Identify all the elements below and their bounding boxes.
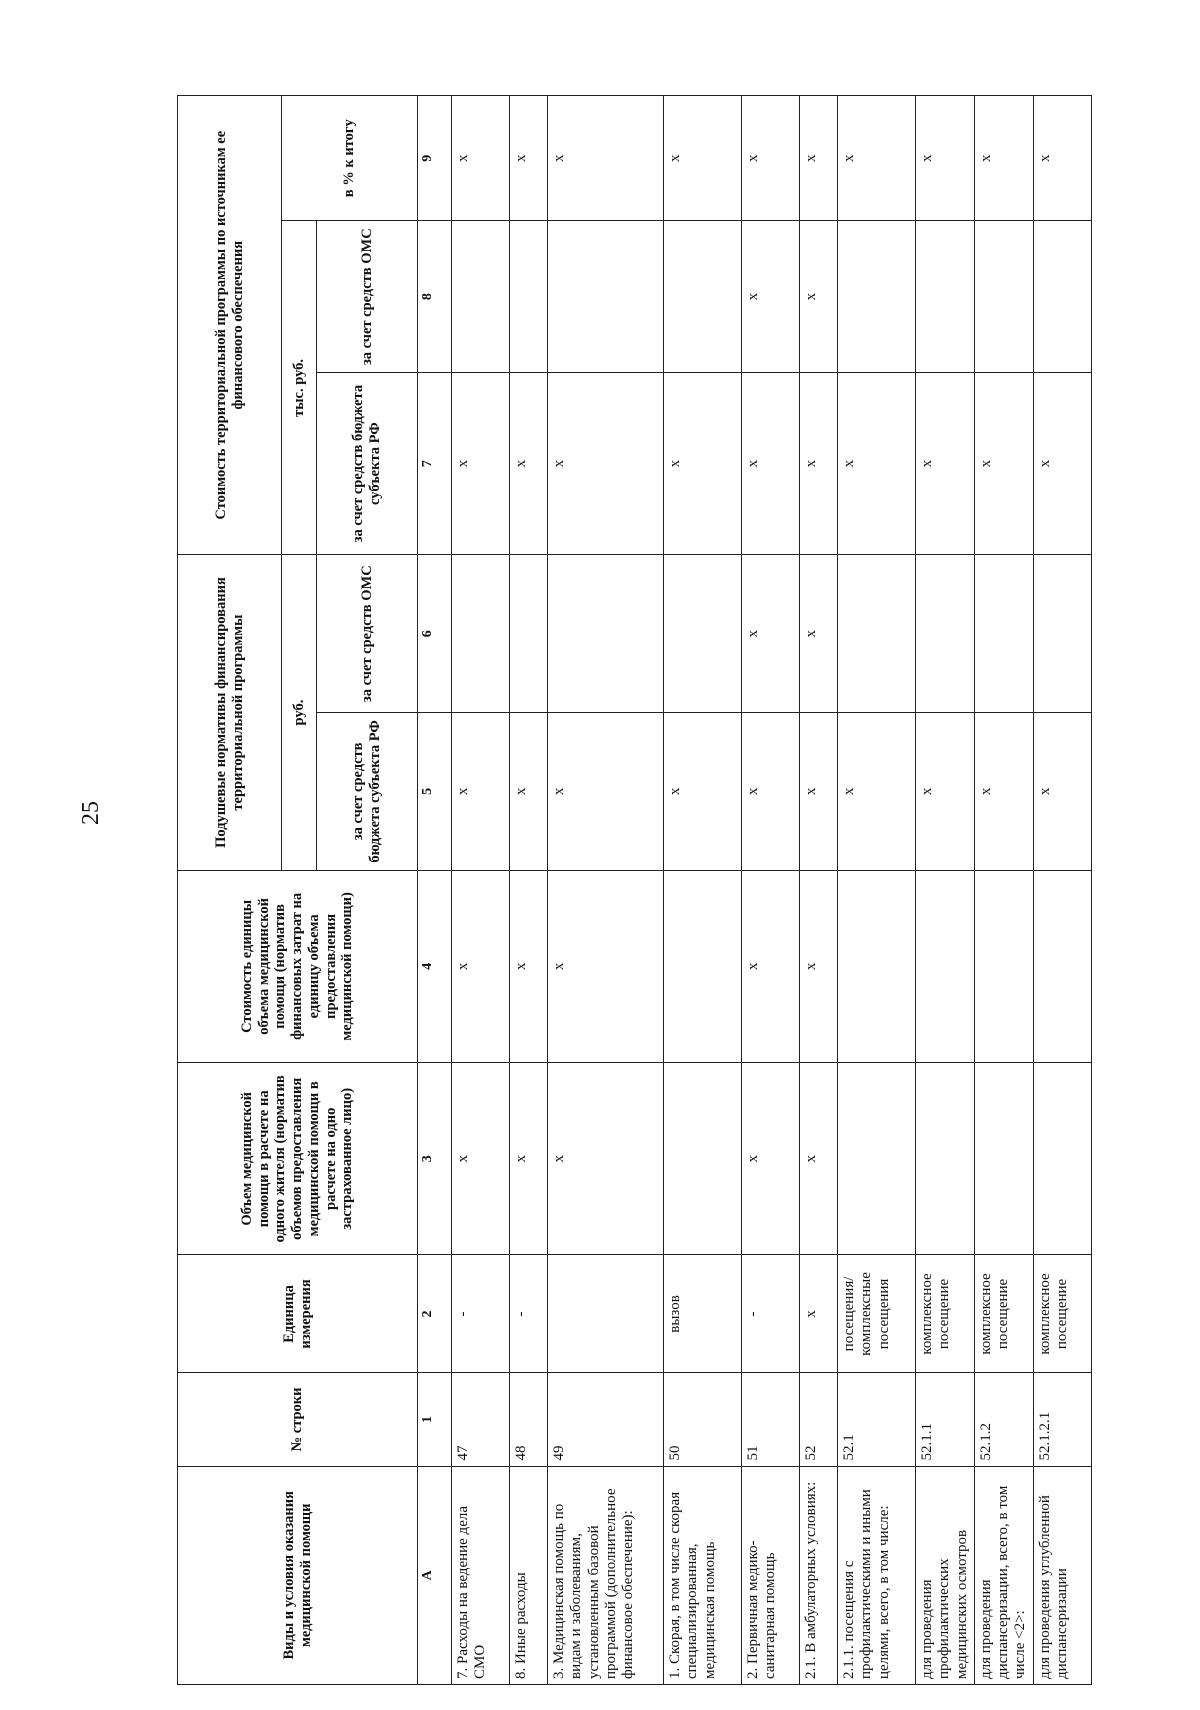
row-cost-budget: x [800, 372, 838, 554]
row-number: 52.1 [838, 1373, 916, 1466]
row-cost-oms [548, 221, 664, 372]
row-norm-budget: x [452, 713, 510, 871]
table-row [510, 96, 548, 1685]
index-cell: 9 [418, 96, 452, 221]
row-norm-oms [548, 555, 664, 713]
table-row [800, 96, 838, 1685]
row-percent: x [664, 96, 742, 221]
row-norm-oms [838, 555, 916, 713]
row-norm-budget: x [916, 713, 975, 871]
row-percent: x [800, 96, 838, 221]
header-program-cost: Стоимость территориальной программы по источникам ее финансового обеспечения [178, 96, 282, 555]
row-norm-budget: x [742, 713, 800, 871]
row-volume [974, 1063, 1033, 1255]
table-row [548, 96, 664, 1685]
header-per-capita-norms: Подушевые нормативы финансирования территориальной программы [178, 555, 282, 870]
row-percent: x [974, 96, 1033, 221]
row-unit-cost [974, 870, 1033, 1062]
row-percent: x [916, 96, 975, 221]
row-number: 52.1.2.1 [1033, 1373, 1091, 1466]
row-percent: x [838, 96, 916, 221]
row-cost-budget: x [916, 372, 975, 554]
row-cost-oms: x [800, 221, 838, 372]
index-cell: 7 [418, 372, 452, 554]
row-name: 2.1.1. посещения с профилактическими и иными целями, всего, в том числе: [838, 1466, 916, 1684]
row-name: 8. Иные расходы [510, 1466, 548, 1684]
row-name: 1. Скорая, в том числе скорая специализированная, медицинская помощь [664, 1466, 742, 1684]
row-unit-cost [916, 870, 975, 1062]
table-row [916, 96, 975, 1685]
index-cell: А [418, 1466, 452, 1684]
row-volume: x [452, 1063, 510, 1255]
row-unit: посещения/комплексные посещения [838, 1255, 916, 1373]
table-row [1033, 96, 1091, 1685]
row-unit-cost [838, 870, 916, 1062]
row-unit: - [510, 1255, 548, 1373]
row-norm-oms [916, 555, 975, 713]
row-cost-budget: x [664, 372, 742, 554]
row-norm-oms: x [742, 555, 800, 713]
row-cost-budget: x [742, 372, 800, 554]
row-name: 2.1. В амбулаторных условиях: [800, 1466, 838, 1684]
table-row [742, 96, 800, 1685]
header-unit-cost: Стоимость единицы объема медицинской помощи (норматив финансовых затрат на единицу объема предоставления медицинской помощи) [178, 870, 418, 1062]
table-row [974, 96, 1033, 1685]
row-cost-oms [510, 221, 548, 372]
row-number: 52.1.2 [974, 1373, 1033, 1466]
header-percent: в % к итогу [282, 96, 418, 221]
row-cost-budget: x [1033, 372, 1091, 554]
index-cell: 6 [418, 555, 452, 713]
row-unit: комплексное посещение [1033, 1255, 1091, 1373]
index-cell: 3 [418, 1063, 452, 1255]
row-norm-budget: x [838, 713, 916, 871]
header-rub: руб. [282, 555, 317, 870]
rotated-table-container [177, 95, 1070, 1685]
row-percent: x [548, 96, 664, 221]
row-norm-oms [664, 555, 742, 713]
financing-table [177, 95, 1092, 1685]
row-unit: - [452, 1255, 510, 1373]
row-unit-cost: x [742, 870, 800, 1062]
index-cell: 4 [418, 870, 452, 1062]
header-norm-budget: за счет средств бюджета субъекта РФ [317, 713, 418, 871]
row-unit-cost [664, 870, 742, 1062]
row-volume: x [800, 1063, 838, 1255]
row-cost-oms [916, 221, 975, 372]
row-unit: вызов [664, 1255, 742, 1373]
row-norm-budget: x [1033, 713, 1091, 871]
row-volume: x [510, 1063, 548, 1255]
row-unit: - [742, 1255, 800, 1373]
header-volume: Объем медицинской помощи в расчете на одного жителя (норматив объемов предоставления медицинской помощи в расчете на одно застрахованное лицо) [178, 1063, 418, 1255]
row-norm-budget: x [800, 713, 838, 871]
row-percent: x [452, 96, 510, 221]
row-norm-oms [974, 555, 1033, 713]
index-cell: 2 [418, 1255, 452, 1373]
row-norm-budget: x [510, 713, 548, 871]
row-volume [664, 1063, 742, 1255]
row-number: 49 [548, 1373, 664, 1466]
row-volume [838, 1063, 916, 1255]
row-cost-budget: x [838, 372, 916, 554]
header-row-number: № строки [178, 1373, 418, 1466]
row-norm-oms [510, 555, 548, 713]
row-unit: комплексное посещение [974, 1255, 1033, 1373]
index-cell: 8 [418, 221, 452, 372]
row-cost-oms [664, 221, 742, 372]
row-unit-cost: x [510, 870, 548, 1062]
row-cost-oms [452, 221, 510, 372]
row-cost-oms [974, 221, 1033, 372]
row-norm-budget: x [664, 713, 742, 871]
row-name: для проведения диспансеризации, всего, в том числе <2>: [974, 1466, 1033, 1684]
index-cell: 1 [418, 1373, 452, 1466]
row-norm-oms: x [800, 555, 838, 713]
row-norm-oms [1033, 555, 1091, 713]
row-name: 3. Медицинская помощь по видам и заболеваниям, установленным базовой программой (дополнительное финансовое обеспечение): [548, 1466, 664, 1684]
row-unit [548, 1255, 664, 1373]
row-unit: комплексное посещение [916, 1255, 975, 1373]
table-row [664, 96, 742, 1685]
column-index-row [418, 96, 452, 1685]
row-percent: x [1033, 96, 1091, 221]
row-name: 2. Первичная медико-санитарная помощь [742, 1466, 800, 1684]
row-norm-budget: x [548, 713, 664, 871]
index-cell: 5 [418, 713, 452, 871]
row-number: 52.1.1 [916, 1373, 975, 1466]
row-unit-cost [1033, 870, 1091, 1062]
row-cost-oms [838, 221, 916, 372]
row-number: 52 [800, 1373, 838, 1466]
row-cost-budget: x [452, 372, 510, 554]
row-norm-budget: x [974, 713, 1033, 871]
row-cost-budget: x [510, 372, 548, 554]
page-number: 25 [78, 801, 104, 825]
row-unit-cost: x [452, 870, 510, 1062]
row-percent: x [510, 96, 548, 221]
row-number: 50 [664, 1373, 742, 1466]
row-norm-oms [452, 555, 510, 713]
table-row [838, 96, 916, 1685]
table-row [452, 96, 510, 1685]
row-volume [916, 1063, 975, 1255]
row-number: 48 [510, 1373, 548, 1466]
row-name: для проведения профилактических медицинских осмотров [916, 1466, 975, 1684]
header-cost-budget: за счет средств бюджета субъекта РФ [317, 372, 418, 554]
row-number: 51 [742, 1373, 800, 1466]
header-cost-oms: за счет средств ОМС [317, 221, 418, 372]
row-unit: x [800, 1255, 838, 1373]
row-unit-cost: x [548, 870, 664, 1062]
row-cost-budget: x [548, 372, 664, 554]
row-volume: x [742, 1063, 800, 1255]
row-name: для проведения углубленной диспансеризации [1033, 1466, 1091, 1684]
header-kind: Виды и условия оказания медицинской помощи [178, 1466, 418, 1684]
header-unit: Единица измерения [178, 1255, 418, 1373]
row-cost-oms: x [742, 221, 800, 372]
header-norm-oms: за счет средств ОМС [317, 555, 418, 713]
row-number: 47 [452, 1373, 510, 1466]
row-cost-budget: x [974, 372, 1033, 554]
row-name: 7. Расходы на ведение дела СМО [452, 1466, 510, 1684]
row-volume [1033, 1063, 1091, 1255]
row-cost-oms [1033, 221, 1091, 372]
row-unit-cost: x [800, 870, 838, 1062]
header-thous-rub: тыс. руб. [282, 221, 317, 555]
row-percent: x [742, 96, 800, 221]
row-volume: x [548, 1063, 664, 1255]
